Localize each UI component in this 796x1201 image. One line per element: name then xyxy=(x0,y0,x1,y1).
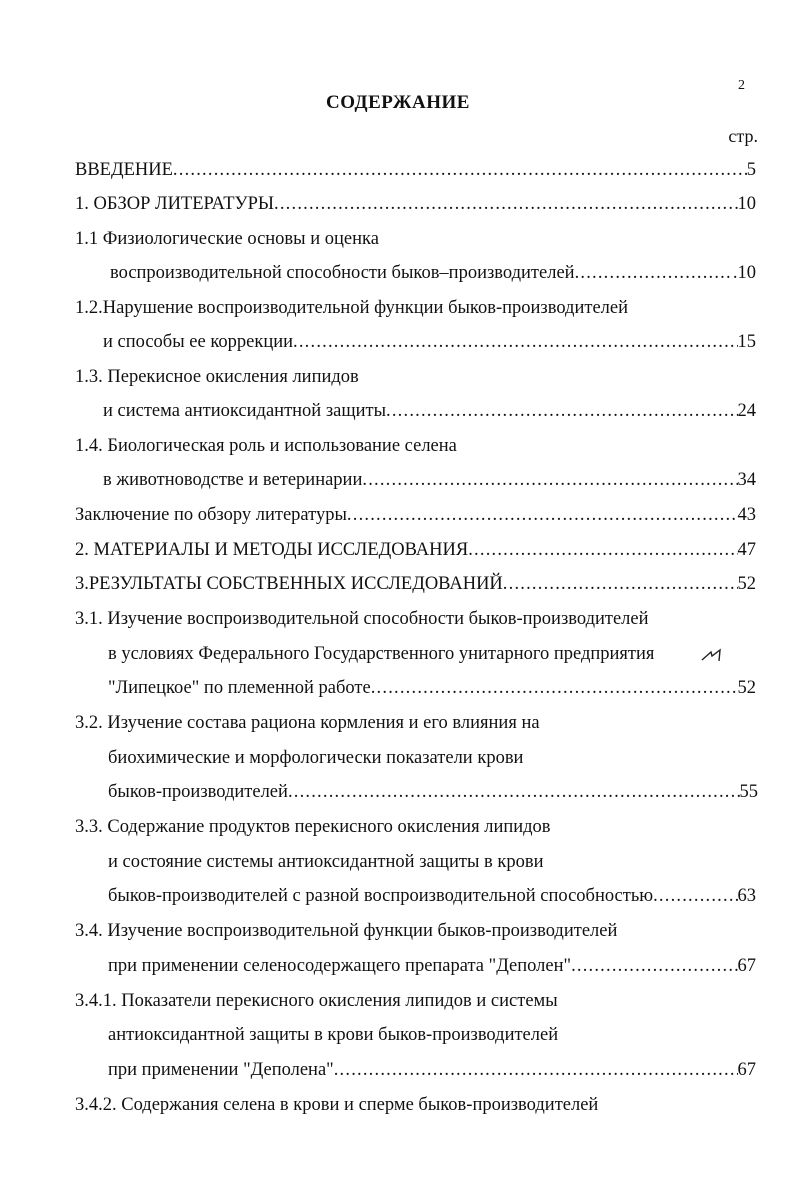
toc-entry-3-2-line-3: быков-производителей ..... 55 xyxy=(108,779,758,805)
toc-entry-materials-methods: 2. МАТЕРИАЛЫ И МЕТОДЫ ИССЛЕДОВАНИЯ ..... 47 xyxy=(75,537,756,563)
toc-entry-1-2-line-1: 1.2.Нарушение воспроизводительной функции быков-производителей xyxy=(75,298,629,318)
toc-entry-3-1-line-3: "Липецкое" по племенной работе ..... 52 xyxy=(108,675,756,701)
toc-entry-3-1-line-1: 3.1. Изучение воспроизводительной способности быков-производителей xyxy=(75,609,649,629)
toc-entry-3-4-1-line-3: при применении "Деполена" ..... 67 xyxy=(108,1057,756,1083)
toc-entry-1-4-line-2: в животноводстве и ветеринарии ..... 34 xyxy=(103,467,756,493)
toc-entry-1-3-line-1: 1.3. Перекисное окисления липидов xyxy=(75,367,359,387)
page-column-label: стр. xyxy=(728,126,758,146)
toc-entry-3-4-line-2: при применении селеносодержащего препарата "Деполен" ..... 67 xyxy=(108,953,756,979)
toc-entry-1-1-line-2: воспроизводительной способности быков–производителей ..... .10 xyxy=(110,260,756,286)
toc-entry-review-conclusion: Заключение по обзору литературы ..... 43 xyxy=(75,502,756,528)
page-number: 2 xyxy=(738,78,745,93)
pen-mark-icon xyxy=(700,647,726,665)
toc-entry-3-4-line-1: 3.4. Изучение воспроизводительной функции быков-производителей xyxy=(75,921,618,941)
toc-entry-introduction: ВВЕДЕНИЕ ..... 5 xyxy=(75,157,756,183)
toc-entry-3-3-line-1: 3.3. Содержание продуктов перекисного окисления липидов xyxy=(75,817,551,837)
toc-entry-3-3-line-2: и состояние системы антиоксидантной защиты в крови xyxy=(108,852,544,872)
toc-entry-literature-review: 1. ОБЗОР ЛИТЕРАТУРЫ ..... 10 xyxy=(75,191,756,217)
toc-entry-results: 3.РЕЗУЛЬТАТЫ СОБСТВЕННЫХ ИССЛЕДОВАНИЙ ..... 52 xyxy=(75,571,756,597)
toc-entry-3-2-line-2: биохимические и морфологически показатели крови xyxy=(108,748,524,768)
toc-entry-3-4-2-line-1: 3.4.2. Содержания селена в крови и сперме быков-производителей xyxy=(75,1095,599,1115)
toc-entry-1-1-line-1: 1.1 Физиологические основы и оценка xyxy=(75,229,379,249)
toc-entry-3-3-line-3: быков-производителей с разной воспроизводительной способностью ..... 63 xyxy=(108,883,756,909)
toc-entry-3-2-line-1: 3.2. Изучение состава рациона кормления и его влияния на xyxy=(75,713,540,733)
toc-entry-3-1-line-2: в условиях Федерального Государственного унитарного предприятия xyxy=(108,644,655,664)
toc-entry-1-2-line-2: и способы ее коррекции ..... 15 xyxy=(103,329,756,355)
toc-entry-1-3-line-2: и система антиоксидантной защиты ..... 24 xyxy=(103,398,756,424)
toc-entry-3-4-1-line-2: антиоксидантной защиты в крови быков-производителей xyxy=(108,1025,559,1045)
toc-entry-3-4-1-line-1: 3.4.1. Показатели перекисного окисления липидов и системы xyxy=(75,991,558,1011)
page-title: СОДЕРЖАНИЕ xyxy=(326,92,470,113)
toc-entry-1-4-line-1: 1.4. Биологическая роль и использование селена xyxy=(75,436,457,456)
